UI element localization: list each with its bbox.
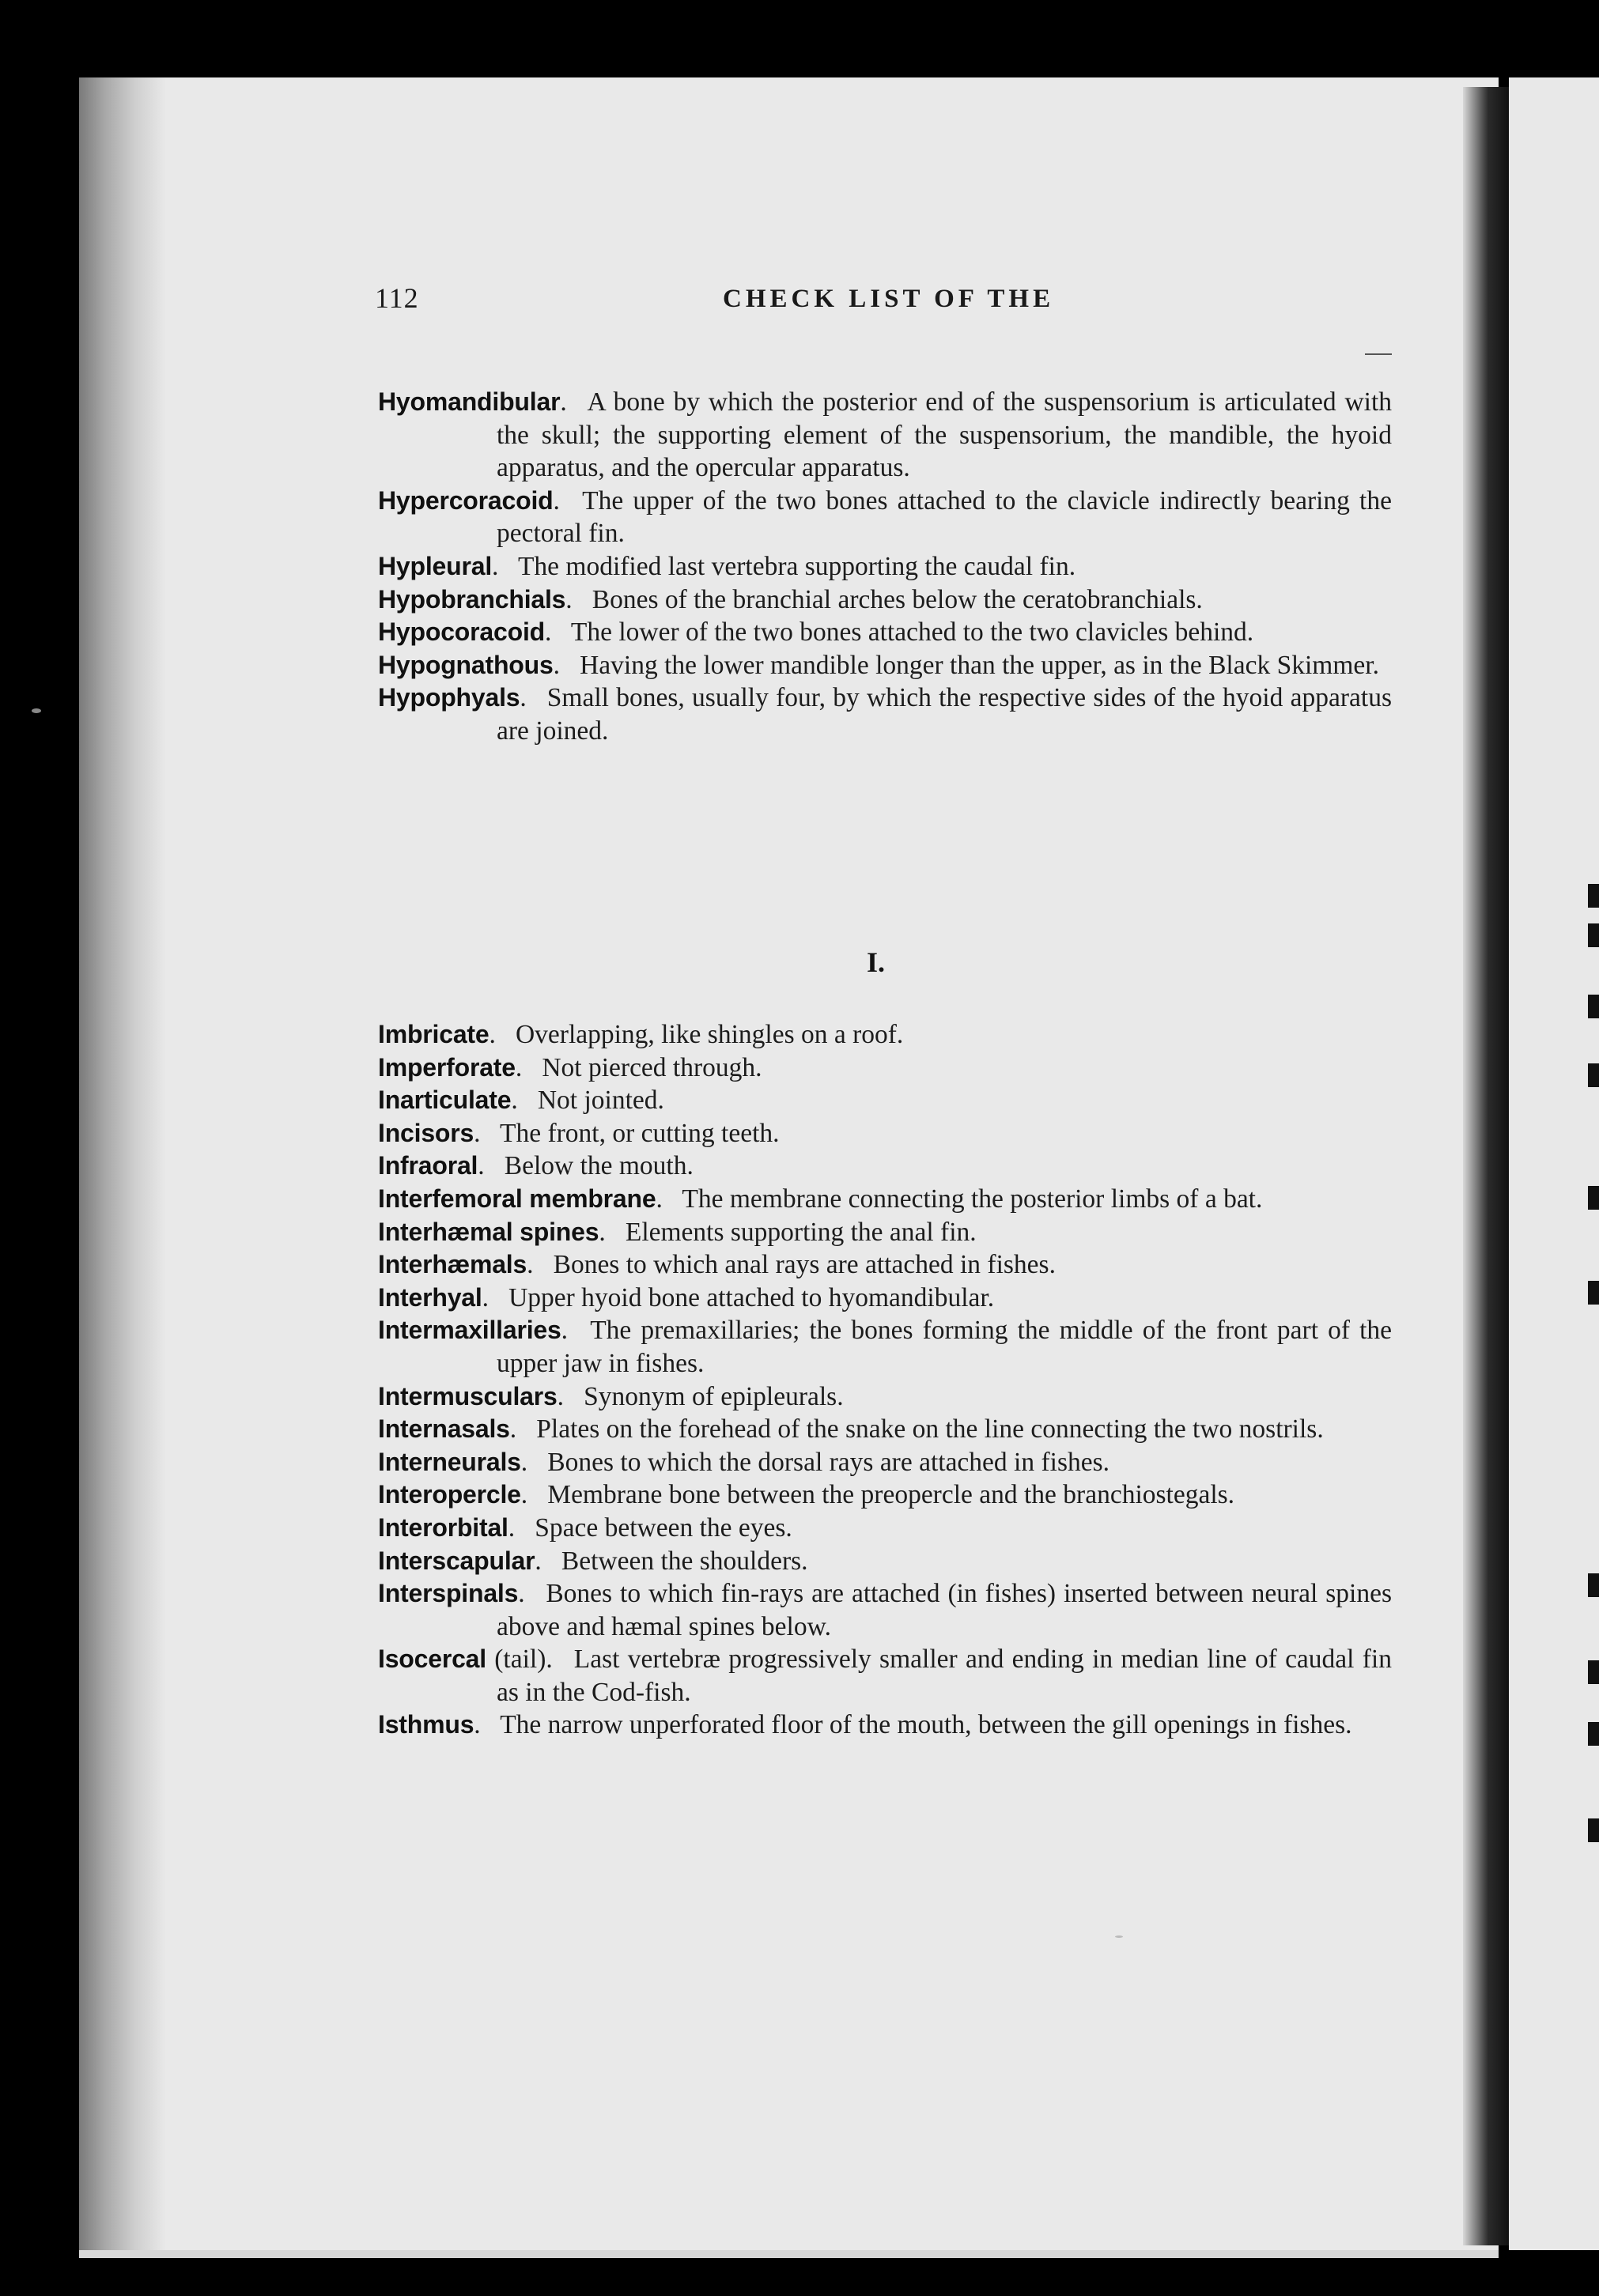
running-head: CHECK LIST OF THE <box>723 285 1055 313</box>
glossary-term: Hypocoracoid <box>378 617 545 647</box>
scan-speck <box>32 708 41 713</box>
glossary-term-punctuation: . <box>553 485 560 515</box>
glossary-entry <box>378 1052 1392 1085</box>
glossary-term-punctuation: . <box>565 584 573 614</box>
glossary-definition: Bones to which fin-rays are attached (in fishes) inserted between neural spines above and hæmal spines below. <box>497 1579 1393 1641</box>
glossary-term: Hypercoracoid <box>378 485 554 515</box>
glossary-entry <box>378 1248 1392 1282</box>
glossary-term-punctuation: . <box>520 1447 528 1477</box>
glossary-entry <box>378 1380 1392 1414</box>
glossary-section-i <box>378 1018 1392 1742</box>
scan-speck <box>1115 1935 1123 1938</box>
facing-page-mark <box>1588 1722 1599 1746</box>
glossary-definition: The upper of the two bones attached to the clavicle indirectly bearing the pectoral fin. <box>497 485 1392 549</box>
glossary-term: Hyomandibular <box>378 387 561 416</box>
facing-page-mark <box>1588 1660 1599 1684</box>
glossary-term-punctuation: . <box>560 387 567 417</box>
section-letter-heading: I. <box>867 946 886 978</box>
glossary-term-punctuation: . <box>520 1480 528 1510</box>
glossary-term-punctuation: . <box>489 1020 496 1049</box>
glossary-entry <box>378 1643 1392 1709</box>
glossary-term: Intermusculars <box>378 1381 558 1410</box>
facing-page-mark <box>1588 1063 1599 1087</box>
glossary-definition: The modified last vertebra supporting the caudal fin. <box>517 551 1076 581</box>
glossary-term: Infraoral <box>378 1151 478 1180</box>
glossary-definition: Last vertebræ progressively smaller and ending in median line of caudal fin as in the Cod-fish. <box>497 1645 1392 1707</box>
glossary-term: Hypognathous <box>378 650 554 679</box>
glossary-term-punctuation: . <box>518 1579 525 1609</box>
glossary-definition: The membrane connecting the posterior limbs of a bat. <box>682 1184 1263 1214</box>
page-gutter <box>1463 87 1509 2245</box>
glossary-entry <box>378 1512 1392 1545</box>
facing-page-mark <box>1588 1818 1599 1842</box>
page-number: 112 <box>375 282 419 314</box>
glossary-term-punctuation: . <box>474 1118 481 1148</box>
glossary-definition: Membrane bone between the preopercle and the branchiostegals. <box>547 1480 1235 1510</box>
glossary-entry <box>378 1150 1392 1183</box>
facing-page-mark <box>1588 1186 1599 1210</box>
glossary-entry <box>378 1577 1392 1643</box>
glossary-term: Interscapular <box>378 1546 535 1575</box>
glossary-term: Interspinals <box>378 1579 519 1608</box>
glossary-entry <box>378 1314 1392 1380</box>
glossary-definition: Bones to which anal rays are attached in fishes. <box>553 1250 1056 1280</box>
glossary-entry <box>378 616 1392 649</box>
glossary-term-punctuation: . <box>474 1710 481 1740</box>
facing-page-mark <box>1588 1573 1599 1597</box>
glossary-term: Imbricate <box>378 1020 490 1048</box>
glossary-term: Interorbital <box>378 1512 508 1542</box>
glossary-term-punctuation: . <box>492 551 499 581</box>
glossary-term-punctuation: . <box>482 1282 489 1312</box>
glossary-term: Incisors <box>378 1118 474 1147</box>
glossary-entry <box>378 682 1392 747</box>
glossary-term: Intermaxillaries <box>378 1316 561 1345</box>
glossary-entry <box>378 1084 1392 1117</box>
glossary-definition: Plates on the forehead of the snake on the line connecting the two nostrils. <box>536 1414 1324 1444</box>
glossary-term: Isthmus <box>378 1710 474 1739</box>
glossary-term: Interneurals <box>378 1447 521 1476</box>
glossary-entry <box>378 386 1392 485</box>
glossary-entry <box>378 1216 1392 1249</box>
glossary-term: Internasals <box>378 1414 510 1444</box>
glossary-definition: A bone by which the posterior end of the suspensorium is articulated with the skull; the supporting element of the suspensorium, the mandible, the hyoid apparatus, and the opercular apparatus. <box>497 387 1393 483</box>
glossary-definition: The lower of the two bones attached to the two clavicles behind. <box>570 617 1254 648</box>
glossary-term: Interfemoral membrane <box>378 1184 656 1213</box>
glossary-definition: Not pierced through. <box>542 1052 762 1082</box>
glossary-definition: Space between the eyes. <box>535 1512 792 1543</box>
glossary-term-punctuation: . <box>478 1151 485 1181</box>
facing-page-mark <box>1588 995 1599 1018</box>
glossary-term-punctuation: . <box>527 1250 534 1280</box>
glossary-term: Interhyal <box>378 1282 482 1312</box>
glossary-definition: Elements supporting the anal fin. <box>625 1217 977 1247</box>
glossary-term-punctuation: . <box>599 1217 606 1247</box>
glossary-term-punctuation: . <box>511 1086 518 1116</box>
glossary-definition: Bones to which the dorsal rays are attached in fishes. <box>547 1447 1110 1477</box>
glossary-definition: Upper hyoid bone attached to hyomandibular. <box>508 1282 995 1312</box>
glossary-entry <box>378 1709 1392 1742</box>
glossary-term: Hypleural <box>378 551 493 580</box>
glossary-term: Isocercal <box>378 1645 486 1674</box>
glossary-term-punctuation: . <box>509 1414 517 1444</box>
glossary-definition: Synonym of epipleurals. <box>584 1381 844 1411</box>
glossary-entry <box>378 1478 1392 1512</box>
glossary-term: Interhæmals <box>378 1250 527 1279</box>
glossary-entry <box>378 1413 1392 1446</box>
glossary-entry <box>378 1282 1392 1315</box>
glossary-entry <box>378 550 1392 583</box>
glossary-term-punctuation: . <box>561 1316 568 1346</box>
glossary-term-punctuation: . <box>535 1546 542 1576</box>
glossary-term-punctuation: . <box>544 617 552 648</box>
glossary-term: Interopercle <box>378 1480 521 1509</box>
glossary-definition: The front, or cutting teeth. <box>500 1118 780 1148</box>
glossary-term-punctuation: . <box>557 1381 564 1411</box>
facing-page-mark <box>1588 923 1599 947</box>
glossary-definition: Having the lower mandible longer than the upper, as in the Black Skimmer. <box>580 650 1379 680</box>
glossary-term: Hypophyals <box>378 683 520 712</box>
glossary-definition: Small bones, usually four, by which the respective sides of the hyoid apparatus are joined. <box>497 683 1392 746</box>
facing-page-mark <box>1588 1281 1599 1305</box>
glossary-entry <box>378 1183 1392 1216</box>
binding-shadow <box>79 77 166 2250</box>
glossary-entry <box>378 583 1392 617</box>
header-rule <box>1365 353 1392 355</box>
glossary-entry <box>378 1545 1392 1578</box>
glossary-definition: The premaxillaries; the bones forming the middle of the front part of the upper jaw in fishes. <box>497 1316 1392 1378</box>
glossary-definition: Below the mouth. <box>504 1151 694 1181</box>
glossary-term: Inarticulate <box>378 1086 512 1115</box>
glossary-term-punctuation: . <box>508 1512 516 1543</box>
glossary-definition: Between the shoulders. <box>561 1546 808 1576</box>
glossary-term-punctuation: . <box>656 1184 663 1214</box>
glossary-definition: Overlapping, like shingles on a roof. <box>515 1020 904 1049</box>
page-header <box>375 281 1395 319</box>
glossary-entry <box>378 1117 1392 1150</box>
glossary-term-punctuation: . <box>520 683 527 713</box>
glossary-section-h <box>378 386 1392 748</box>
glossary-definition: Bones of the branchial arches below the ceratobranchials. <box>592 584 1203 614</box>
glossary-entry <box>378 1018 1392 1052</box>
glossary-entry <box>378 649 1392 682</box>
glossary-term-punctuation: (tail). <box>486 1645 553 1675</box>
glossary-entry <box>378 485 1392 550</box>
glossary-term-punctuation: . <box>553 650 560 680</box>
glossary-term: Imperforate <box>378 1052 516 1082</box>
facing-page-edge <box>1509 77 1599 2250</box>
glossary-term: Interhæmal spines <box>378 1217 599 1246</box>
glossary-term-punctuation: . <box>515 1052 523 1082</box>
glossary-entry <box>378 1446 1392 1479</box>
glossary-definition: The narrow unperforated floor of the mouth, between the gill openings in fishes. <box>500 1710 1352 1740</box>
glossary-definition: Not jointed. <box>537 1086 664 1116</box>
facing-page-mark <box>1588 884 1599 908</box>
glossary-term: Hypobranchials <box>378 584 566 614</box>
